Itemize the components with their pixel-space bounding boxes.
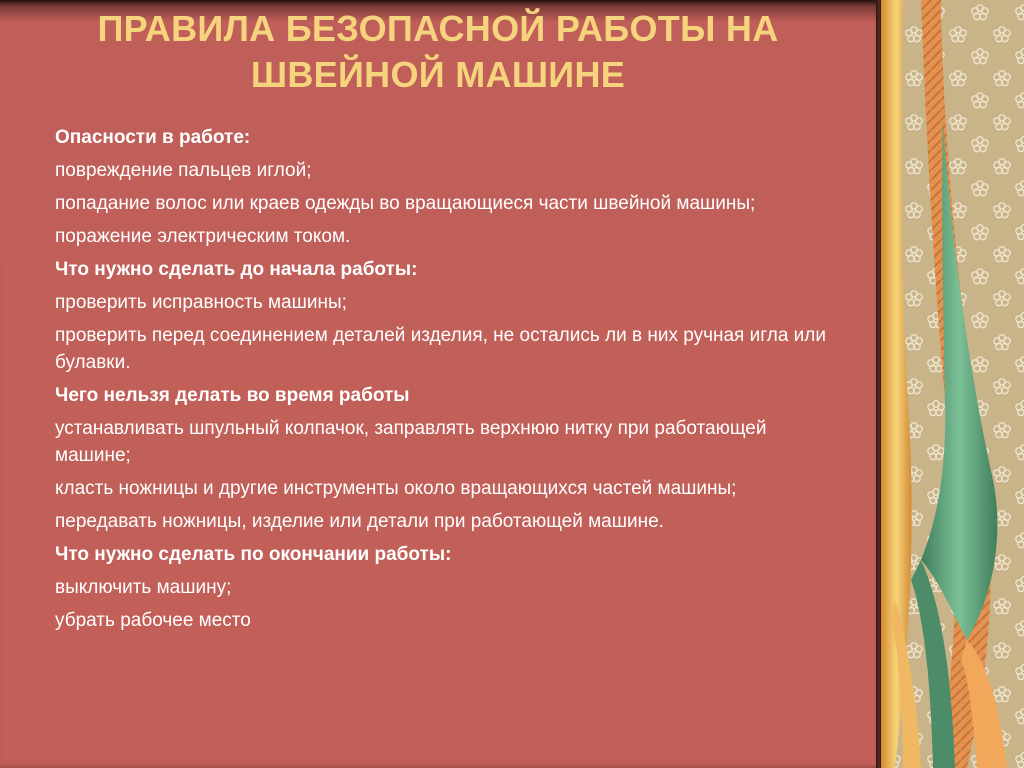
- section-heading-before-work: Что нужно сделать до начала работы:: [55, 259, 418, 280]
- list-item: класть ножницы и другие инструменты около вращающихся частей машины;: [55, 478, 737, 499]
- list-item: проверить исправность машины;: [55, 292, 347, 313]
- section-heading-during-work: Чего нельзя делать во время работы: [55, 385, 410, 406]
- list-item: устанавливать шпульный колпачок, заправлять верхнюю нитку при работающей машине;: [55, 418, 767, 466]
- section-heading-hazards: Опасности в работе:: [55, 127, 251, 148]
- flower-pattern-drape-icon: [881, 0, 1024, 768]
- list-item: проверить перед соединением деталей изделия, не остались ли в них ручная игла или булавки.: [55, 325, 826, 373]
- list-item: поражение электрическим током.: [55, 226, 351, 247]
- list-item: передавать ножницы, изделие или детали при работающей машине.: [55, 511, 664, 532]
- title-line-2: ШВЕЙНОЙ МАШИНЕ: [250, 54, 626, 95]
- list-item: повреждение пальцев иглой;: [55, 160, 312, 181]
- rules-list: [55, 124, 835, 640]
- list-item: попадание волос или краев одежды во вращающиеся части швейной машины;: [55, 193, 756, 214]
- list-item: выключить машину;: [55, 577, 232, 598]
- section-heading-after-work: Что нужно сделать по окончании работы:: [55, 544, 452, 565]
- list-item: убрать рабочее место: [55, 610, 251, 631]
- title-line-1: ПРАВИЛА БЕЗОПАСНОЙ РАБОТЫ НА: [97, 8, 779, 49]
- slide-title: [0, 6, 876, 98]
